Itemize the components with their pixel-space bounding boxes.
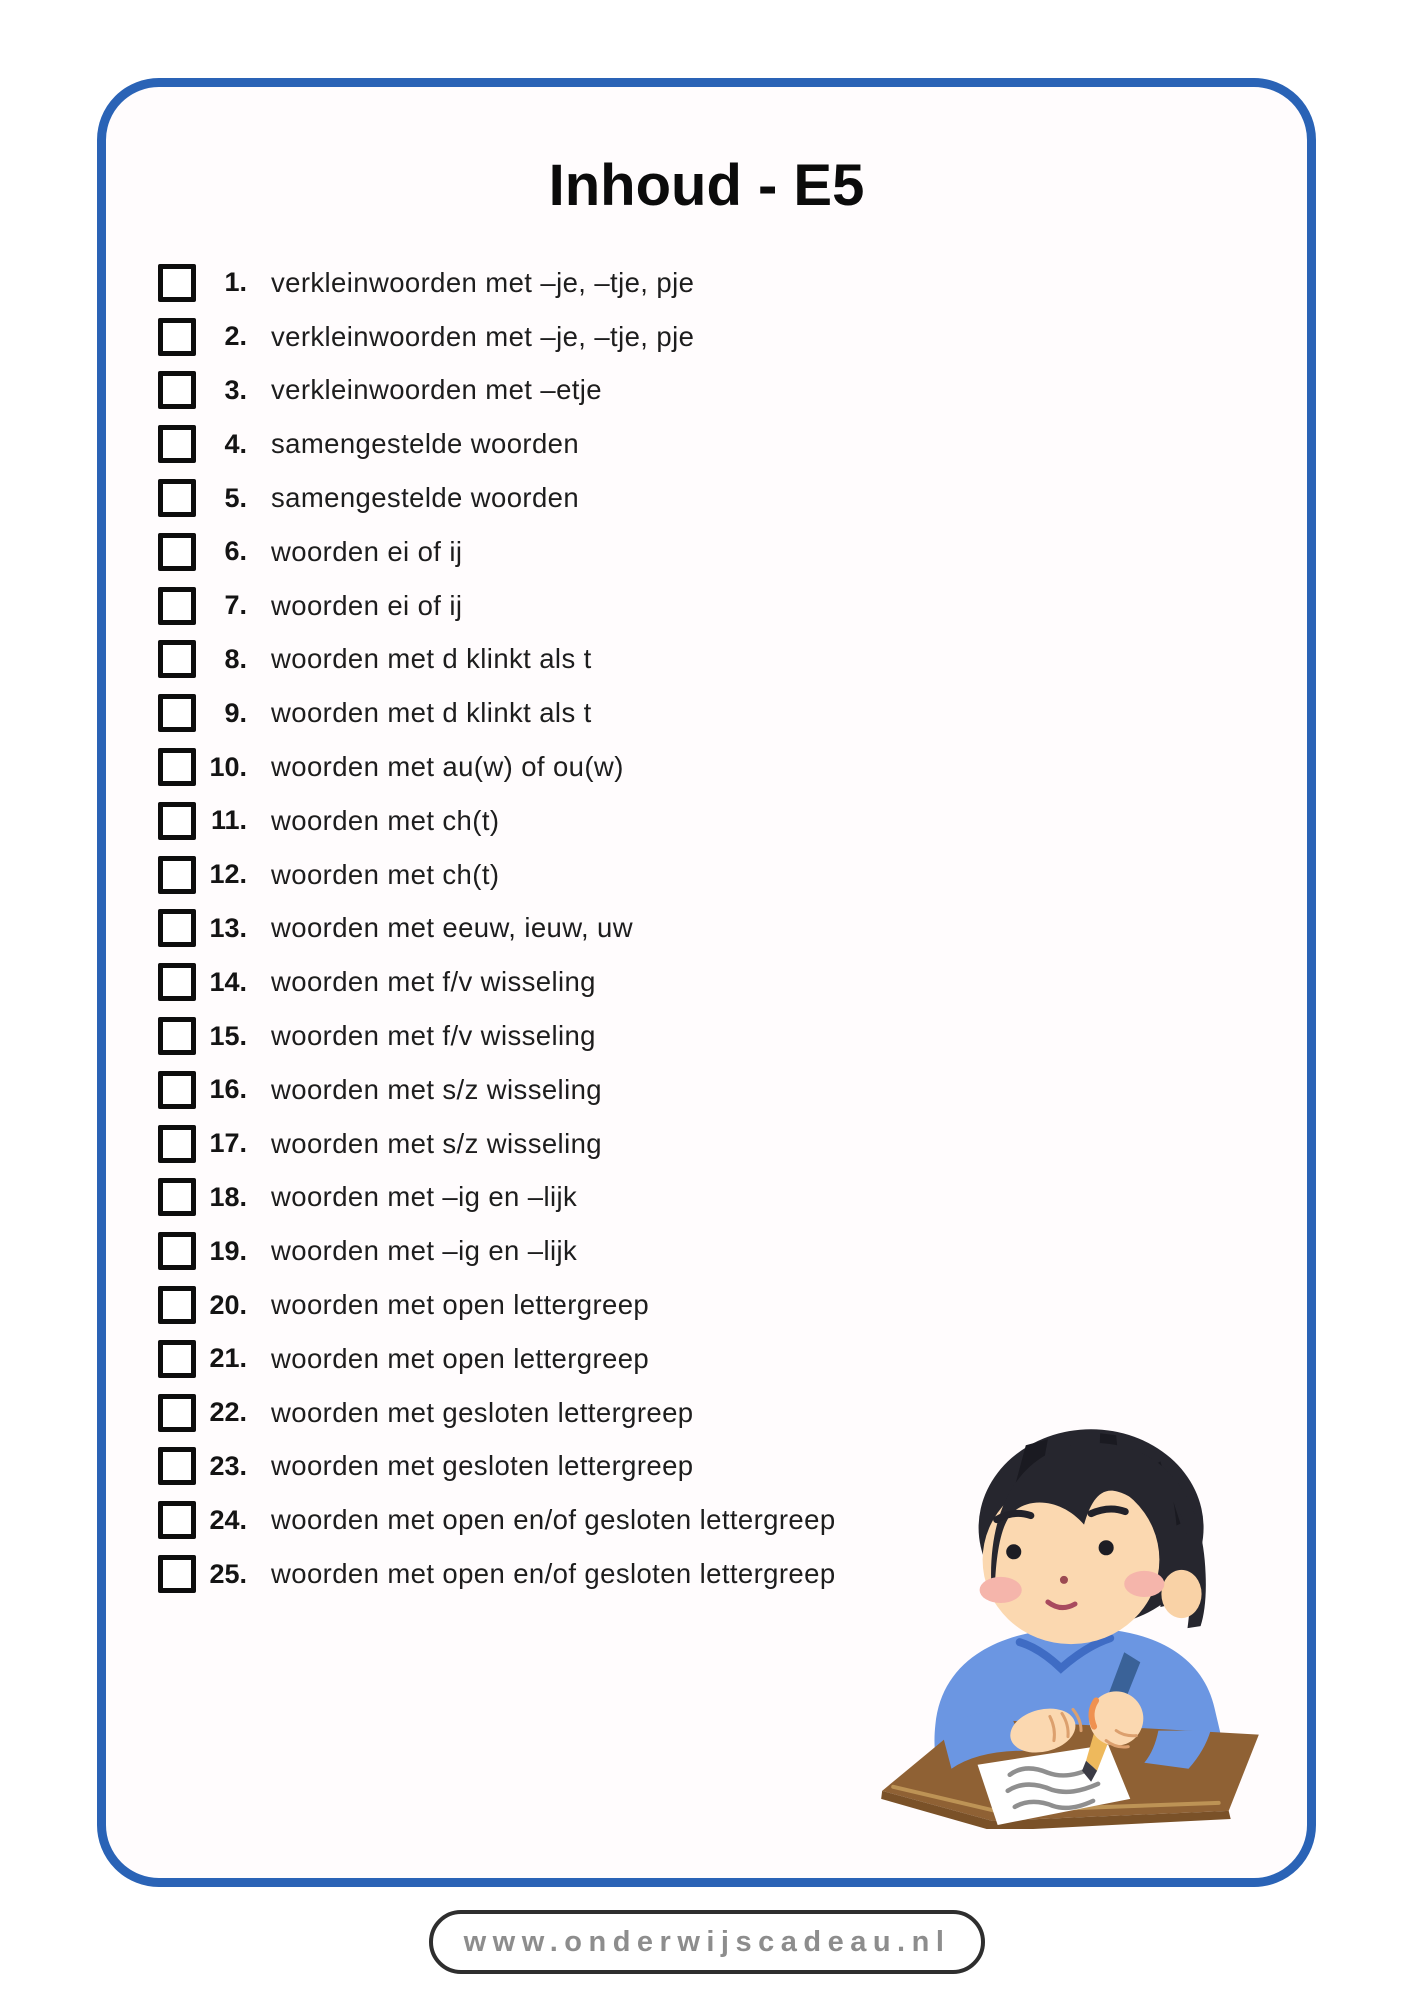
checkbox[interactable] xyxy=(158,1394,196,1432)
checkbox[interactable] xyxy=(158,1178,196,1216)
item-label: woorden ei of ij xyxy=(271,589,463,621)
item-number: 3. xyxy=(224,374,247,405)
item-number: 24. xyxy=(209,1504,247,1535)
list-item xyxy=(158,794,836,848)
item-label: woorden met open lettergreep xyxy=(271,1342,650,1374)
item-label: woorden met eeuw, ieuw, uw xyxy=(271,912,633,944)
list-item xyxy=(158,417,836,471)
checklist xyxy=(158,256,836,1601)
item-label: woorden met d klinkt als t xyxy=(271,643,592,675)
list-item xyxy=(158,471,836,525)
list-item xyxy=(158,902,836,956)
list-item xyxy=(158,740,836,794)
list-item xyxy=(158,579,836,633)
checkbox[interactable] xyxy=(158,371,196,409)
item-label: samengestelde woorden xyxy=(271,482,580,514)
checkbox[interactable] xyxy=(158,1501,196,1539)
item-label: woorden met s/z wisseling xyxy=(271,1073,602,1105)
item-label: woorden met au(w) of ou(w) xyxy=(271,751,624,783)
list-item xyxy=(158,848,836,902)
checkbox[interactable] xyxy=(158,533,196,571)
list-item xyxy=(158,1440,836,1494)
item-number: 18. xyxy=(209,1181,247,1212)
item-label: samengestelde woorden xyxy=(271,428,580,460)
item-label: woorden met ch(t) xyxy=(271,804,500,836)
checkbox[interactable] xyxy=(158,748,196,786)
boy-writing-illustration xyxy=(857,1377,1289,1829)
item-label: woorden met f/v wisseling xyxy=(271,1020,596,1052)
checkbox[interactable] xyxy=(158,694,196,732)
page-title: Inhoud - E5 xyxy=(548,153,865,218)
item-number: 17. xyxy=(209,1128,247,1159)
item-number: 10. xyxy=(209,751,247,782)
list-item xyxy=(158,364,836,418)
checkbox[interactable] xyxy=(158,1071,196,1109)
item-number: 12. xyxy=(209,859,247,890)
list-item xyxy=(158,256,836,310)
checkbox[interactable] xyxy=(158,425,196,463)
footer-website-pill xyxy=(429,1910,985,1974)
head xyxy=(979,1429,1206,1644)
checkbox[interactable] xyxy=(158,1555,196,1593)
item-label: woorden met open en/of gesloten lettergreep xyxy=(271,1504,836,1536)
list-item xyxy=(158,1493,836,1547)
item-number: 9. xyxy=(224,697,247,728)
list-item xyxy=(158,633,836,687)
item-number: 22. xyxy=(209,1397,247,1428)
item-number: 8. xyxy=(224,643,247,674)
checkbox[interactable] xyxy=(158,909,196,947)
item-number: 4. xyxy=(224,428,247,459)
list-item xyxy=(158,525,836,579)
item-number: 25. xyxy=(209,1558,247,1589)
item-number: 13. xyxy=(209,912,247,943)
item-label: verkleinwoorden met –je, –tje, pje xyxy=(271,266,695,298)
checkbox[interactable] xyxy=(158,318,196,356)
list-item xyxy=(158,310,836,364)
item-label: woorden met d klinkt als t xyxy=(271,697,592,729)
checkbox[interactable] xyxy=(158,587,196,625)
checkbox[interactable] xyxy=(158,479,196,517)
item-label: woorden met s/z wisseling xyxy=(271,1127,602,1159)
checkbox[interactable] xyxy=(158,1286,196,1324)
item-number: 19. xyxy=(209,1235,247,1266)
list-item xyxy=(158,686,836,740)
item-label: woorden met f/v wisseling xyxy=(271,966,596,998)
item-number: 11. xyxy=(210,805,247,836)
item-number: 7. xyxy=(224,590,247,621)
item-number: 15. xyxy=(209,1020,247,1051)
list-item xyxy=(158,1063,836,1117)
checkbox[interactable] xyxy=(158,264,196,302)
checkbox[interactable] xyxy=(158,1340,196,1378)
item-label: verkleinwoorden met –je, –tje, pje xyxy=(271,320,695,352)
item-number: 6. xyxy=(224,536,247,567)
checkbox[interactable] xyxy=(158,1447,196,1485)
content-card xyxy=(97,78,1316,1887)
item-number: 21. xyxy=(209,1343,247,1374)
item-number: 1. xyxy=(224,267,247,298)
checkbox[interactable] xyxy=(158,1125,196,1163)
item-label: woorden met –ig en –lijk xyxy=(271,1235,578,1267)
list-item xyxy=(158,1278,836,1332)
checkbox[interactable] xyxy=(158,856,196,894)
item-number: 2. xyxy=(224,321,247,352)
item-number: 5. xyxy=(224,482,247,513)
list-item xyxy=(158,1547,836,1601)
item-label: woorden met –ig en –lijk xyxy=(271,1181,578,1213)
footer-url: www.onderwijscadeau.nl xyxy=(463,1925,951,1958)
item-label: woorden met open lettergreep xyxy=(271,1289,650,1321)
checkbox[interactable] xyxy=(158,640,196,678)
checkbox[interactable] xyxy=(158,963,196,1001)
item-number: 23. xyxy=(209,1450,247,1481)
list-item xyxy=(158,1224,836,1278)
list-item xyxy=(158,1332,836,1386)
list-item xyxy=(158,1009,836,1063)
item-label: woorden met gesloten lettergreep xyxy=(271,1396,694,1428)
item-label: woorden ei of ij xyxy=(271,535,463,567)
item-label: verkleinwoorden met –etje xyxy=(271,374,603,406)
list-item xyxy=(158,955,836,1009)
item-label: woorden met open en/of gesloten lettergreep xyxy=(271,1558,836,1590)
checkbox[interactable] xyxy=(158,1017,196,1055)
list-item xyxy=(158,1171,836,1225)
item-number: 16. xyxy=(209,1074,247,1105)
checkbox[interactable] xyxy=(158,1232,196,1270)
item-label: woorden met gesloten lettergreep xyxy=(271,1450,694,1482)
checkbox[interactable] xyxy=(158,802,196,840)
item-label: woorden met ch(t) xyxy=(271,858,500,890)
item-number: 20. xyxy=(209,1289,247,1320)
list-item xyxy=(158,1117,836,1171)
list-item xyxy=(158,1386,836,1440)
item-number: 14. xyxy=(209,966,247,997)
